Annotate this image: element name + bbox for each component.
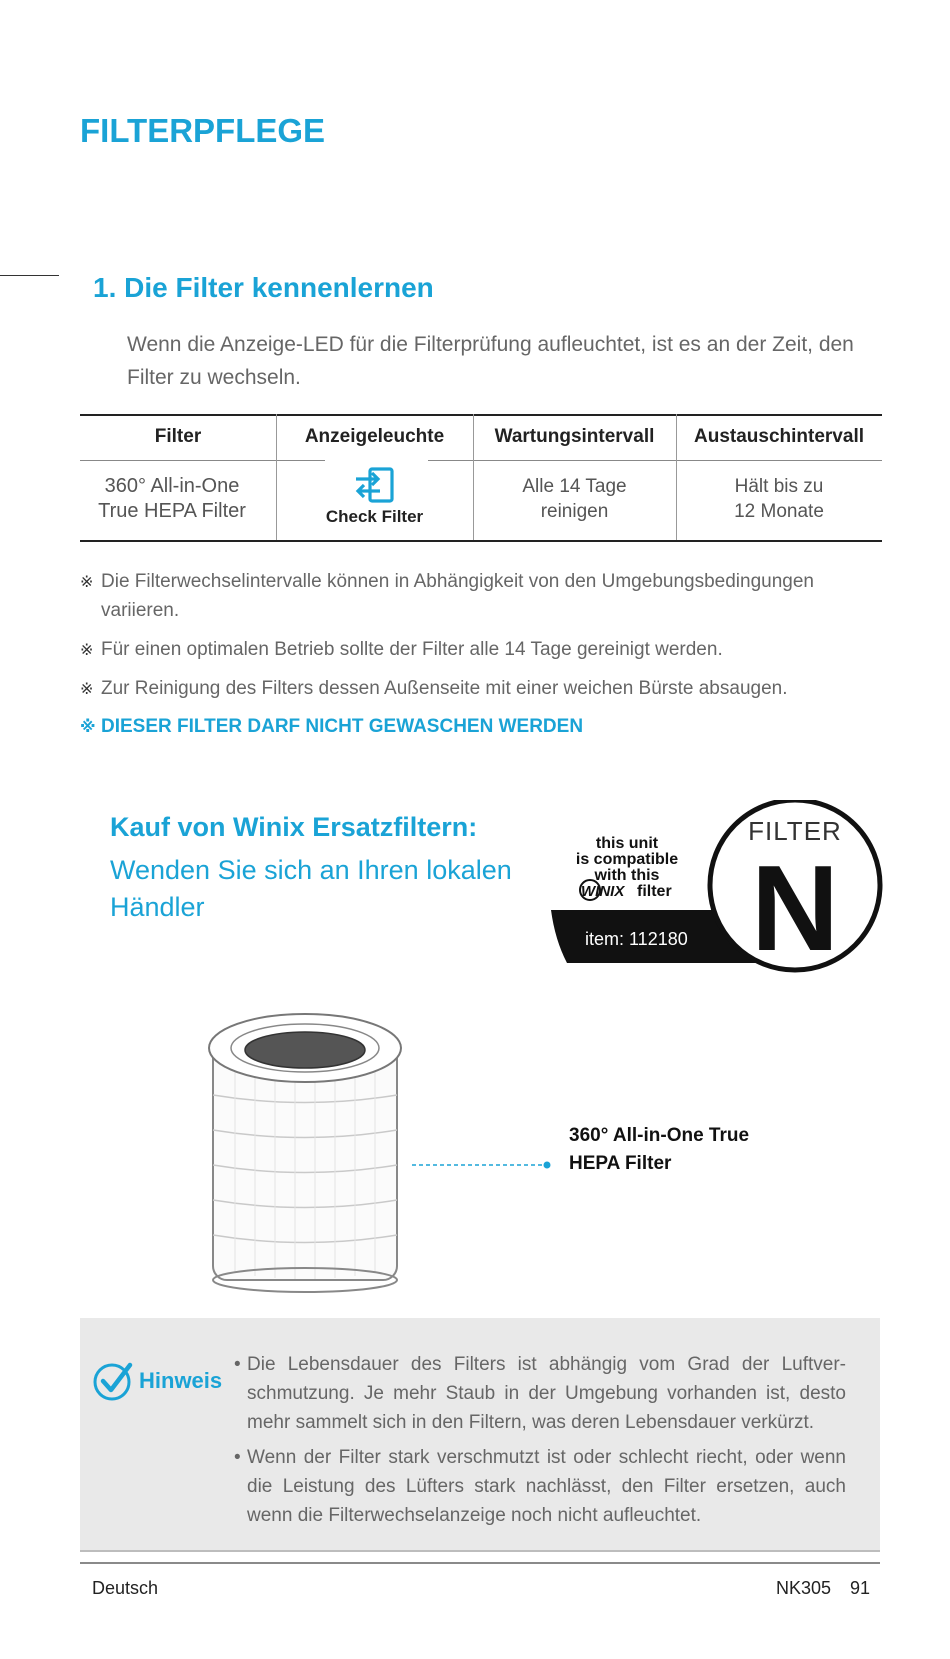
- note-item: [80, 636, 880, 665]
- table-cell-indicator: [276, 466, 473, 528]
- badge-filter-word: FILTER: [748, 816, 842, 846]
- product-label: [569, 1122, 829, 1178]
- footer-rule: [80, 1562, 880, 1564]
- table-cell-replacement: [676, 474, 882, 524]
- replacement-line1: Hält bis zu: [734, 476, 824, 497]
- table-cell-filter: [80, 474, 264, 524]
- product-label-line2: HEPA Filter: [569, 1153, 672, 1174]
- table-bottom-rule: [80, 540, 882, 542]
- table-header-rule: [428, 460, 882, 461]
- hint-text: Wenn der Filter stark verschmutzt ist oder schlecht riecht, oder wenn die Leistung des Lüfters stark nachlässt, den Filter ersetzen, auch wenn die Filterwechselanzeige noch nicht aufleuchtet.: [247, 1447, 846, 1526]
- badge-line2: is compatible: [575, 851, 679, 868]
- check-filter-icon: [352, 466, 398, 504]
- hint-bullet: •: [234, 1447, 241, 1468]
- note-item: [80, 675, 880, 704]
- page-title: FILTERPFLEGE: [80, 112, 326, 149]
- filter-name-line2: True HEPA Filter: [98, 500, 246, 522]
- replacement-line2: 12 Monate: [734, 501, 824, 522]
- table-header-replacement: Austauschintervall: [694, 426, 864, 447]
- purchase-body: Wenden Sie sich an Ihren lokalen Händler: [110, 855, 512, 922]
- check-circle-icon: [92, 1360, 134, 1402]
- side-rule: [0, 275, 59, 276]
- hint-label: Hinweis: [139, 1368, 223, 1393]
- maintenance-line1: Alle 14 Tage: [522, 476, 627, 497]
- table-header-filter: Filter: [154, 426, 202, 447]
- spec-table: [80, 414, 882, 541]
- note-mark: ※: [80, 681, 94, 698]
- table-cell-maintenance: [473, 474, 676, 524]
- note-text: variieren.: [101, 600, 180, 621]
- badge-line4: filter: [637, 883, 672, 900]
- filter-name-line1: 360° All-in-One: [104, 475, 240, 497]
- table-header-indicator: Anzeigeleuchte: [304, 426, 445, 447]
- note-text: Zur Reinigung des Filters dessen Außenseite mit einer weichen Bürste absaugen.: [101, 678, 788, 699]
- badge-brand: WINIX: [581, 883, 625, 900]
- note-item: [80, 568, 880, 625]
- hepa-filter-image: [205, 1010, 405, 1295]
- note-mark: ※: [80, 719, 96, 736]
- filter-n-badge: [545, 800, 885, 975]
- page-number: 91: [850, 1578, 871, 1598]
- hint-text: Die Lebensdauer des Filters ist abhängig vom Grad der Luftverschmutzung. Je mehr Staub in der Umgebung vorhanden ist, desto mehr sammelt sich in den Filtern, was deren Lebensdauer verkürzt.: [247, 1354, 846, 1433]
- purchase-heading: Kauf von Winix Ersatzfiltern:: [110, 812, 478, 842]
- intro-text: Wenn die Anzeige-LED für die Filterprüfung aufleuchtet, ist es an der Zeit, den Filter zu wechseln.: [127, 333, 854, 389]
- badge-letter: N: [750, 840, 840, 975]
- table-header-maintenance: Wartungsintervall: [494, 426, 655, 447]
- hint-item: [234, 1350, 846, 1437]
- footer-model: NK305: [776, 1578, 832, 1598]
- note-mark: ※: [80, 574, 94, 591]
- note-text: Die Filterwechselintervalle können in Abhängigkeit von den Umgebungsbedingungen: [101, 571, 814, 592]
- note-text: Für einen optimalen Betrieb sollte der Filter alle 14 Tage gereinigt werden.: [101, 639, 723, 660]
- maintenance-line2: reinigen: [540, 501, 609, 522]
- indicator-label: Check Filter: [325, 507, 424, 526]
- hint-bullet: •: [234, 1354, 241, 1375]
- hint-item: [234, 1443, 846, 1530]
- table-header-rule: [80, 460, 325, 461]
- note-warning: [80, 713, 880, 742]
- note-text: DIESER FILTER DARF NICHT GEWASCHEN WERDEN: [101, 716, 584, 737]
- badge-line3: with this: [594, 867, 660, 884]
- badge-line1: this unit: [595, 835, 659, 852]
- badge-item: item: 112180: [585, 929, 688, 949]
- footer-language: Deutsch: [92, 1578, 159, 1598]
- section-title: 1. Die Filter kennenlernen: [93, 272, 434, 303]
- product-leader-line: [412, 1160, 552, 1170]
- note-mark: ※: [80, 642, 94, 659]
- product-label-line1: 360° All-in-One True: [569, 1125, 750, 1146]
